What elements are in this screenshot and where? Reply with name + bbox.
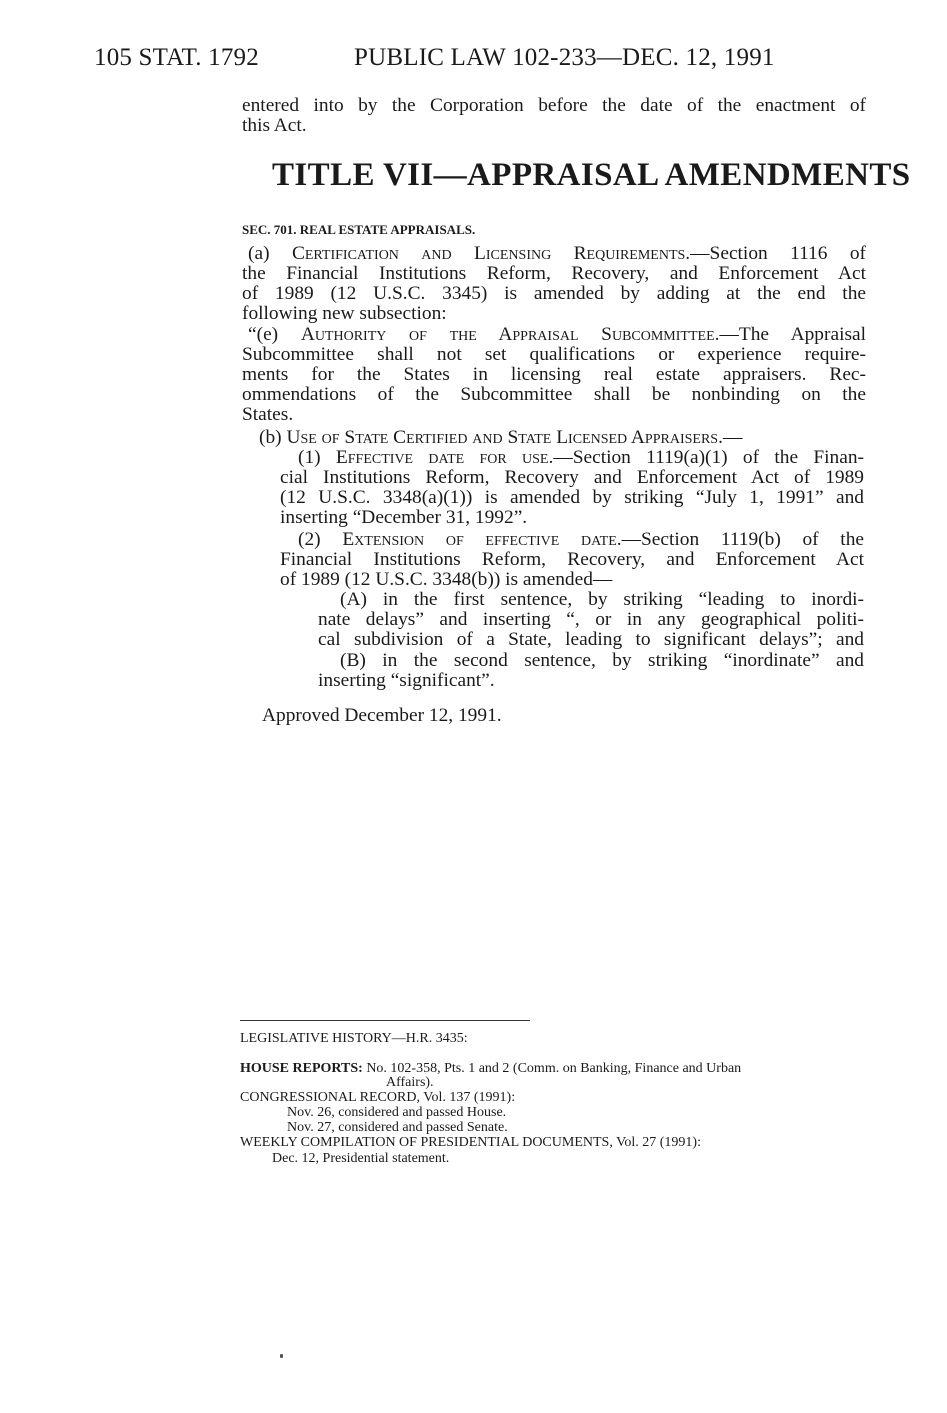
paragraph-text: —Section 1119(b) of the	[621, 529, 864, 550]
paragraph-1-line: (12 U.S.C. 3348(a)(1)) is amended by striking “July 1, 1991” and	[280, 487, 864, 508]
paragraph-marker: (1)	[298, 447, 321, 468]
paragraph-2	[280, 530, 864, 590]
subsection-b	[242, 428, 866, 448]
continued-paragraph	[242, 96, 866, 136]
paragraph-marker: (2)	[298, 529, 321, 550]
weekly-entry: Dec. 12, Presidential statement.	[272, 1151, 450, 1166]
continued-line: entered into by the Corporation before the date of the enactment of	[242, 95, 866, 116]
approval-date: Approved December 12, 1991.	[262, 705, 502, 726]
subsection-e-line: Subcommittee shall not set qualifications or experience require-	[242, 344, 866, 365]
subparagraph-a-line: nate delays” and inserting “, or in any geographical politi-	[318, 609, 864, 630]
house-reports-label: HOUSE REPORTS:	[240, 1061, 363, 1076]
subparagraph-a-line: (A) in the first sentence, by striking “leading to inordi-	[340, 589, 864, 610]
title-heading: TITLE VII—APPRAISAL AMENDMENTS	[272, 157, 911, 193]
house-reports-text: No. 102-358, Pts. 1 and 2 (Comm. on Banking, Finance and Urban	[362, 1061, 742, 1076]
paragraph-heading: Extension of effective date.	[342, 529, 622, 550]
paragraph-1-line: cial Institutions Reform, Recovery and Enforcement Act of 1989	[280, 467, 864, 488]
subsection-a-line: of 1989 (12 U.S.C. 3345) is amended by adding at the end the	[242, 283, 866, 304]
house-reports-line	[240, 1061, 741, 1076]
subsection-marker: (a)	[248, 243, 270, 264]
subsection-a-line: following new subsection:	[242, 303, 447, 324]
subsection-heading: Authority of the Appraisal Subcommittee.	[300, 324, 720, 345]
record-entry: Nov. 27, considered and passed Senate.	[287, 1120, 508, 1135]
subparagraph-a	[318, 590, 864, 650]
subsection-text: —Section 1116 of	[690, 243, 866, 264]
subsection-dash: —	[722, 427, 743, 448]
subsection-e-line: ments for the States in licensing real estate appraisers. Rec-	[242, 364, 866, 385]
subsection-a-line: the Financial Institutions Reform, Recovery, and Enforcement Act	[242, 263, 866, 284]
subsection-marker: “(e)	[248, 324, 279, 345]
subparagraph-b-line: inserting “significant”.	[318, 670, 495, 691]
paragraph-1-line	[280, 448, 864, 468]
weekly-compilation: WEEKLY COMPILATION OF PRESIDENTIAL DOCUMENTS, Vol. 27 (1991):	[240, 1135, 701, 1150]
paragraph-1-line: inserting “December 31, 1992”.	[280, 507, 528, 528]
paragraph-text: —Section 1119(a)(1) of the Finan-	[553, 447, 864, 468]
subsection-e	[242, 325, 866, 425]
subsection-e-line	[242, 325, 866, 345]
subsection-a-line	[242, 244, 866, 264]
subsection-e-line: ommendations of the Subcommittee shall be nonbinding on the	[242, 384, 866, 405]
subparagraph-a-line: cal subdivision of a State, leading to significant delays”; and	[318, 629, 864, 650]
scan-speck	[280, 1354, 283, 1358]
subsection-e-line: States.	[242, 404, 294, 425]
house-reports-cont: Affairs).	[386, 1075, 434, 1090]
footnote-rule	[240, 1020, 530, 1021]
paragraph-1	[280, 448, 864, 528]
paragraph-2-line	[280, 530, 864, 550]
subsection-heading: Use of State Certified and State Licensed Appraisers.	[286, 427, 723, 448]
subparagraph-b-line: (B) in the second sentence, by striking “inordinate” and	[340, 650, 864, 671]
subsection-heading: Certification and Licensing Requirements.	[291, 243, 691, 264]
page-stat-number: 105 STAT. 1792	[94, 44, 259, 71]
subparagraph-b	[318, 651, 864, 691]
subsection-a	[242, 244, 866, 324]
paragraph-2-line: Financial Institutions Reform, Recovery, and Enforcement Act	[280, 549, 864, 570]
subsection-text: —The Appraisal	[719, 324, 866, 345]
congressional-record: CONGRESSIONAL RECORD, Vol. 137 (1991):	[240, 1090, 516, 1105]
section-heading: SEC. 701. REAL ESTATE APPRAISALS.	[242, 222, 476, 237]
subsection-b-line	[242, 428, 866, 448]
paragraph-2-line: of 1989 (12 U.S.C. 3348(b)) is amended—	[280, 569, 613, 590]
public-law-header: PUBLIC LAW 102-233—DEC. 12, 1991	[354, 44, 775, 71]
subsection-marker: (b)	[259, 427, 282, 448]
paragraph-heading: Effective date for use.	[335, 447, 554, 468]
history-heading: LEGISLATIVE HISTORY—H.R. 3435:	[240, 1031, 468, 1046]
continued-line: this Act.	[242, 115, 307, 136]
record-entry: Nov. 26, considered and passed House.	[287, 1105, 507, 1120]
